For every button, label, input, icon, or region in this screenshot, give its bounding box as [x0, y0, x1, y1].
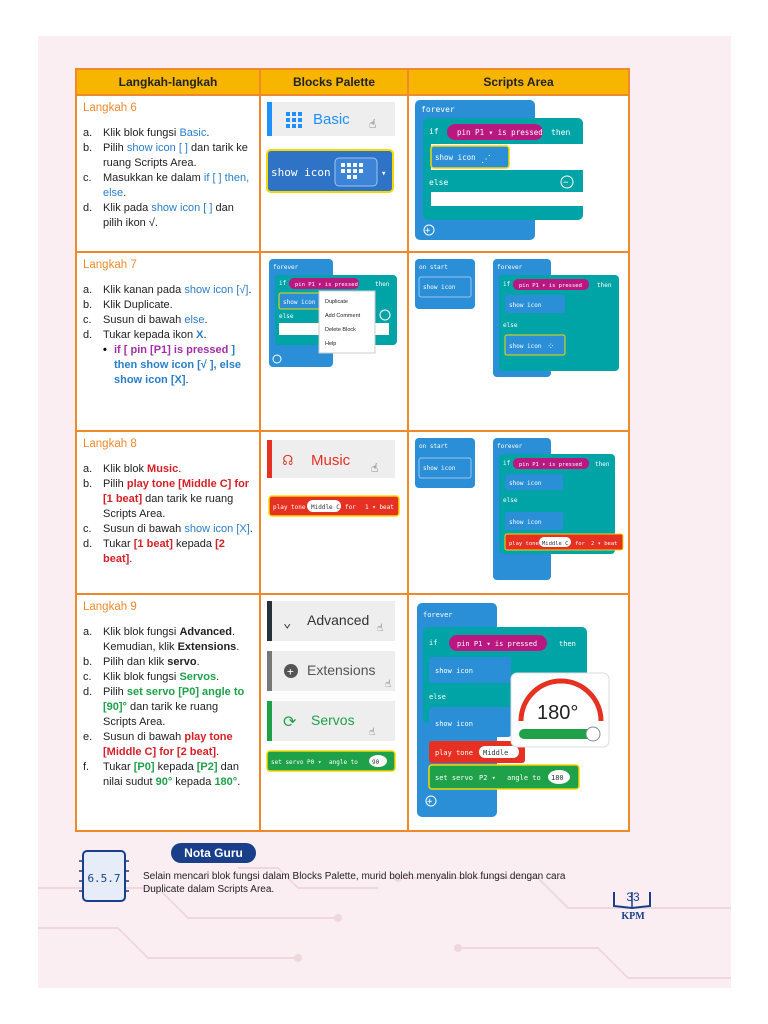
svg-text:show icon: show icon [435, 153, 476, 162]
grid-icon [286, 112, 302, 128]
step-title: Langkah 6 [83, 102, 137, 114]
header-blocks-palette: Blocks Palette [260, 69, 408, 95]
scripts-image [409, 253, 627, 425]
svg-text:angle to: angle to [507, 774, 541, 782]
list-item: c. Susun di bawah else. [83, 314, 208, 326]
svg-text:else: else [503, 497, 518, 504]
svg-text:show icon: show icon [435, 667, 473, 675]
svg-text:forever: forever [273, 264, 299, 271]
svg-text:show icon: show icon [435, 720, 473, 728]
palette-image [261, 432, 405, 588]
page-number-badge [610, 888, 656, 928]
plus-icon: + [425, 226, 431, 236]
svg-text:Middle: Middle [483, 749, 509, 757]
gauge-value: 180° [537, 702, 579, 724]
svg-text:2 ▾ beat: 2 ▾ beat [591, 541, 618, 547]
list-item: c. Masukkan ke dalam if [ ] then, else. [83, 172, 250, 199]
list-item: d. Klik pada show icon [ ] dan pilih ikon √. [83, 202, 234, 229]
step7-scripts [408, 252, 629, 431]
scripts-image [409, 96, 627, 246]
step9-instructions [76, 594, 260, 831]
publisher-label: KPM [621, 911, 645, 922]
step9-palette [260, 594, 408, 831]
standard-code: 6.5.7 [87, 872, 121, 885]
scripts-image [409, 595, 627, 825]
svg-text:play tone: play tone [509, 541, 539, 547]
plus-icon: + [287, 665, 294, 678]
list-item: d. Pilih set servo [P0] angle to [90]° dan tarik ke ruang Scripts Area. [83, 686, 245, 728]
svg-text:else: else [503, 322, 518, 329]
list-item: a. Klik blok Music. [83, 463, 182, 475]
svg-text:90: 90 [372, 759, 380, 766]
list-item: d. Tukar kepada ikon X. [83, 329, 207, 341]
list-item: b. Pilih dan klik servo. [83, 656, 200, 668]
svg-text:pin P1 ▾ is pressed: pin P1 ▾ is pressed [457, 640, 538, 648]
svg-text:for: for [345, 504, 356, 511]
svg-text:on start: on start [419, 264, 448, 271]
svg-text:show icon: show icon [283, 299, 316, 306]
svg-text:show icon: show icon [423, 284, 456, 291]
step8-palette [260, 431, 408, 594]
palette-image [261, 96, 405, 246]
svg-text:set servo: set servo [271, 759, 304, 766]
hand-cursor-icon: ☝ [385, 679, 392, 690]
svg-text:if: if [279, 280, 287, 287]
plus-icon: + [427, 797, 433, 807]
svg-text:Extensions: Extensions [307, 662, 376, 678]
nota-guru-title: Nota Guru [171, 843, 256, 863]
svg-text:P0 ▾: P0 ▾ [307, 759, 322, 766]
step6-scripts [408, 95, 629, 252]
basic-label: Basic [313, 111, 350, 128]
svg-text:Middle C: Middle C [542, 541, 569, 547]
list-item: c. Susun di bawah show icon [X]. [83, 523, 253, 535]
palette-image [261, 595, 405, 825]
svg-text:else: else [429, 178, 449, 187]
list-item: a. Klik blok fungsi Advanced. Kemudian, klik Extensions. [83, 626, 240, 653]
svg-text:play tone: play tone [435, 749, 473, 757]
svg-text:Servos: Servos [311, 712, 355, 728]
list-item: c. Klik blok fungsi Servos. [83, 671, 220, 683]
svg-text:pin P1 ▾ is pressed: pin P1 ▾ is pressed [519, 283, 582, 289]
hand-cursor-icon: ☝ [377, 623, 384, 634]
svg-text:Middle C: Middle C [311, 504, 340, 511]
svg-text:▾: ▾ [381, 169, 387, 179]
header-scripts-area: Scripts Area [408, 69, 629, 95]
hand-cursor-icon: ☝ [371, 461, 379, 475]
show-icon-label: show icon [271, 166, 331, 179]
sync-icon: ⟳ [283, 712, 297, 731]
step8-scripts [408, 431, 629, 594]
list-item: b. Pilih play tone [Middle C] for [1 beat] dan tarik ke ruang Scripts Area. [83, 478, 250, 520]
svg-text:if: if [429, 639, 438, 647]
step9-scripts [408, 594, 629, 831]
step-title: Langkah 7 [83, 259, 137, 271]
hand-cursor-icon: ☝ [369, 117, 377, 131]
svg-text:show icon: show icon [423, 465, 456, 472]
step-title: Langkah 9 [83, 601, 137, 613]
menu-add-comment[interactable]: Add Comment [325, 313, 361, 319]
svg-text:forever: forever [497, 443, 523, 450]
step-title: Langkah 8 [83, 438, 137, 450]
list-item: b. Pilih show icon [ ] dan tarik ke ruang Scripts Area. [83, 142, 248, 169]
svg-text:then: then [595, 461, 610, 468]
page-number: 33 [626, 890, 640, 904]
minus-icon: − [563, 178, 569, 188]
palette-image [261, 253, 405, 425]
slider-handle[interactable] [586, 727, 600, 741]
svg-text:if: if [429, 127, 439, 136]
list-item: a. Klik blok fungsi Basic. [83, 127, 210, 139]
headphones-icon: ☊ [283, 450, 293, 469]
svg-text:then: then [559, 640, 576, 648]
step8-instructions [76, 431, 260, 594]
svg-text:1 ▾ beat: 1 ▾ beat [365, 504, 394, 511]
svg-text:then: then [375, 281, 390, 288]
bullet-item: • if [ pin [P1] is pressed ] then show icon [√ ], else show icon [X]. [103, 344, 242, 386]
svg-text:then: then [597, 282, 612, 289]
chevron-down-icon: ⌄ [283, 615, 292, 631]
svg-text:set servo: set servo [435, 774, 473, 782]
svg-text:play tone: play tone [273, 504, 306, 511]
svg-text:angle to: angle to [329, 759, 358, 766]
svg-text:show icon: show icon [509, 302, 542, 309]
menu-duplicate[interactable]: Duplicate [325, 299, 348, 305]
music-label: Music [311, 452, 351, 469]
svg-text:if: if [503, 460, 511, 467]
list-item: e. Susun di bawah play tone [Middle C] for [2 beat]. [83, 731, 233, 758]
svg-text:else: else [429, 693, 446, 701]
svg-text:180: 180 [551, 774, 564, 782]
svg-text:if: if [503, 281, 511, 288]
svg-text:show icon: show icon [509, 343, 542, 350]
svg-text:P2 ▾: P2 ▾ [479, 774, 496, 782]
hand-cursor-icon: ☝ [369, 727, 376, 738]
steps-table [75, 68, 630, 832]
svg-text:show icon: show icon [509, 480, 542, 487]
header-steps: Langkah-langkah [76, 69, 260, 95]
step7-palette [260, 252, 408, 431]
menu-delete-block[interactable]: Delete Block [325, 327, 356, 333]
svg-text:pin P1 ▾ is pressed: pin P1 ▾ is pressed [295, 282, 358, 288]
list-item: f. Tukar [P0] kepada [P2] dan nilai sudut 90° kepada 180°. [83, 761, 241, 788]
svg-text:Advanced: Advanced [307, 612, 370, 628]
svg-text:show icon: show icon [509, 519, 542, 526]
nota-guru-text: Selain mencari blok fungsi dalam Blocks Palette, murid boleh menyalin blok fungsi dengan cara Duplicate dalam Scripts Area. [143, 871, 566, 895]
scripts-image [409, 432, 627, 588]
svg-text:else: else [279, 313, 294, 320]
step7-instructions [76, 252, 260, 431]
svg-text:forever: forever [423, 611, 453, 619]
svg-text:for: for [575, 541, 585, 547]
svg-text:on start: on start [419, 443, 448, 450]
svg-text:forever: forever [497, 264, 523, 271]
list-item: d. Tukar [1 beat] kepada [2 beat]. [83, 538, 225, 565]
step6-instructions [76, 95, 260, 252]
svg-text:pin P1 ▾ is pressed: pin P1 ▾ is pressed [457, 128, 543, 137]
svg-text:then: then [551, 128, 571, 137]
list-item: b. Klik Duplicate. [83, 299, 173, 311]
step6-palette [260, 95, 408, 252]
svg-text:pin P1 ▾ is pressed: pin P1 ▾ is pressed [519, 462, 582, 468]
x-icon: ⁘ [547, 342, 555, 352]
chip-badge-icon [79, 847, 129, 905]
svg-text:forever: forever [421, 105, 455, 114]
check-icon: ⋰ [481, 154, 491, 165]
menu-help[interactable]: Help [325, 341, 337, 347]
list-item: a. Klik kanan pada show icon [√]. [83, 284, 252, 296]
